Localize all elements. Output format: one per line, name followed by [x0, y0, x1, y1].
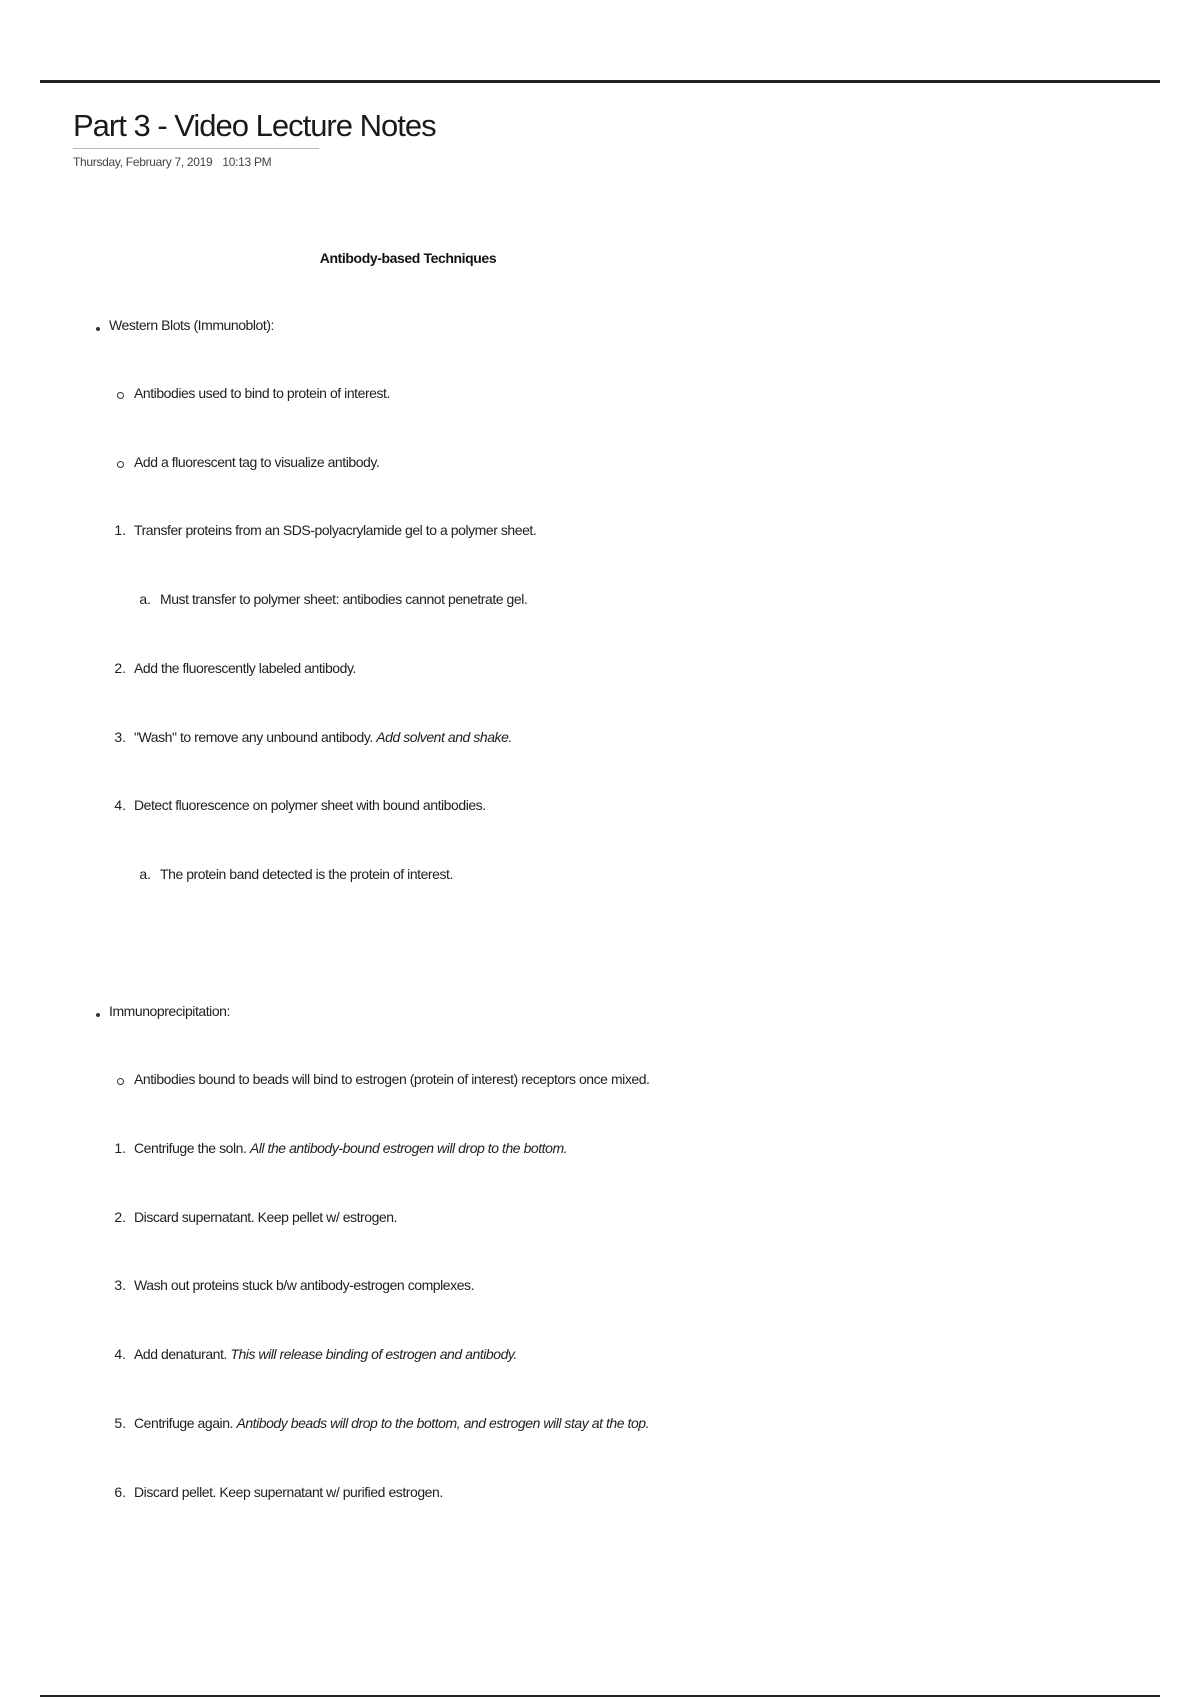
- immuno-step-2: Discard supernatant. Keep pellet w/ estrogen.: [134, 1209, 398, 1225]
- top-divider: [40, 80, 1160, 83]
- bottom-divider: [40, 1695, 1160, 1697]
- list-number: 2.: [114, 1209, 126, 1225]
- page-header: [73, 108, 436, 169]
- circle-bullet-icon: [117, 1072, 124, 1088]
- step-note: Antibody beads will drop to the bottom, and estrogen will stay at the top.: [236, 1415, 650, 1431]
- immuno-step-1: [134, 1140, 567, 1156]
- list-number: 1.: [114, 1140, 126, 1156]
- western-blot-label: Western Blots (Immunoblot):: [109, 317, 274, 333]
- circle-bullet-icon: [117, 386, 124, 402]
- immuno-step-3: Wash out proteins stuck b/w antibody-estrogen complexes.: [134, 1277, 475, 1293]
- western-step-1a: Must transfer to polymer sheet: antibodies cannot penetrate gel.: [160, 591, 528, 607]
- immuno-step-4: [134, 1346, 517, 1362]
- section-heading: Antibody-based Techniques: [319, 250, 497, 266]
- step-note: All the antibody-bound estrogen will drop to the bottom.: [249, 1140, 568, 1156]
- bullet-icon: [96, 318, 100, 334]
- list-number: 5.: [114, 1415, 126, 1431]
- western-step-3: [134, 729, 512, 745]
- step-text: Centrifuge again.: [134, 1415, 233, 1431]
- list-number: 6.: [114, 1484, 126, 1500]
- western-step-1: Transfer proteins from an SDS-polyacrylamide gel to a polymer sheet.: [134, 522, 537, 538]
- list-letter: a.: [139, 591, 151, 607]
- immunoprecipitation-label: Immunoprecipitation:: [109, 1003, 230, 1019]
- western-sub-item-1: Antibodies used to bind to protein of interest.: [134, 385, 390, 401]
- step-text: Centrifuge the soln.: [134, 1140, 247, 1156]
- western-step-4a: The protein band detected is the protein of interest.: [160, 866, 453, 882]
- list-number: 4.: [114, 1346, 126, 1362]
- list-number: 2.: [114, 660, 126, 676]
- page-title: Part 3 - Video Lecture Notes: [73, 108, 319, 149]
- list-letter: a.: [139, 866, 151, 882]
- list-number: 1.: [114, 522, 126, 538]
- page-date: Thursday, February 7, 2019: [73, 154, 213, 169]
- list-number: 4.: [114, 797, 126, 813]
- step-text: "Wash" to remove any unbound antibody.: [134, 729, 373, 745]
- step-note: This will release binding of estrogen and antibody.: [230, 1346, 517, 1362]
- bullet-icon: [96, 1004, 100, 1020]
- western-step-4: Detect fluorescence on polymer sheet with bound antibodies.: [134, 797, 486, 813]
- immuno-step-5: [134, 1415, 649, 1431]
- western-sub-item-2: Add a fluorescent tag to visualize antibody.: [134, 454, 380, 470]
- circle-bullet-icon: [117, 455, 124, 471]
- list-number: 3.: [114, 729, 126, 745]
- page-time: 10:13 PM: [222, 154, 272, 169]
- list-number: 3.: [114, 1277, 126, 1293]
- immuno-step-6: Discard pellet. Keep supernatant w/ purified estrogen.: [134, 1484, 443, 1500]
- step-note: Add solvent and shake.: [376, 729, 512, 745]
- page-timestamp: [73, 155, 319, 169]
- western-step-2: Add the fluorescently labeled antibody.: [134, 660, 356, 676]
- step-text: Add denaturant.: [134, 1346, 227, 1362]
- immuno-sub-item-1: Antibodies bound to beads will bind to estrogen (protein of interest) receptors once mixed.: [134, 1071, 650, 1087]
